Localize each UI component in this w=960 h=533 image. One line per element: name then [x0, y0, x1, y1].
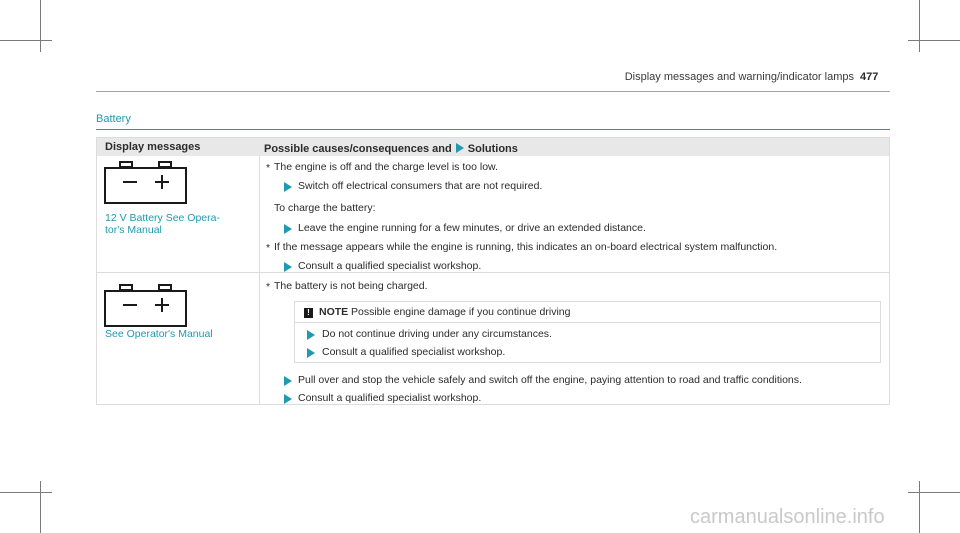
bullet-marker: * [266, 281, 271, 293]
note-step: Do not continue driving under any circumstances. [322, 328, 552, 340]
crop-mark [40, 0, 41, 52]
solution-step: Consult a qualified specialist workshop. [298, 392, 482, 404]
note-divider [295, 322, 880, 323]
page-number: 477 [860, 71, 879, 83]
column-divider [259, 156, 260, 404]
arrow-right-icon [456, 143, 464, 153]
arrow-right-icon [307, 330, 315, 340]
table-header [97, 138, 889, 156]
note-step: Consult a qualified specialist workshop. [322, 346, 506, 358]
arrow-right-icon [284, 262, 292, 272]
crop-mark [0, 492, 52, 493]
col-header-solutions: Solutions [467, 143, 518, 155]
col-header-display-messages: Display messages [105, 141, 201, 153]
crop-mark [908, 40, 960, 41]
section-rule [96, 129, 890, 130]
arrow-right-icon [284, 182, 292, 192]
col-header-causes: Possible causes/consequences and [264, 143, 452, 155]
solution-step: Pull over and stop the vehicle safely and switch off the engine, paying attention to road and traffic conditions. [298, 374, 802, 386]
note-label: NOTE [319, 306, 349, 318]
header-rule [96, 91, 890, 92]
arrow-right-icon [284, 224, 292, 234]
crop-mark [0, 40, 52, 41]
solution-step: Leave the engine running for a few minutes, or drive an extended distance. [298, 222, 646, 234]
arrow-right-icon [284, 376, 292, 386]
display-caption: See Operator's Manual [105, 328, 213, 340]
messages-table [96, 137, 890, 405]
watermark: carmanualsonline.info [690, 506, 885, 528]
cause-text: The engine is off and the charge level is too low. [274, 161, 498, 173]
bullet-marker: * [266, 242, 271, 254]
crop-mark [40, 481, 41, 533]
battery-icon [104, 161, 187, 204]
solution-step: Switch off electrical consumers that are not required. [298, 180, 543, 192]
cause-text: If the message appears while the engine is running, this indicates an on-board electrical system malfunction. [274, 241, 778, 253]
note-box [294, 301, 881, 363]
crop-mark [919, 481, 920, 533]
arrow-right-icon [284, 394, 292, 404]
display-caption: 12 V Battery See Opera- [105, 212, 220, 224]
col-header-causes-solutions [264, 143, 518, 155]
cause-text: The battery is not being charged. [274, 280, 428, 292]
section-title: Battery [96, 113, 131, 125]
running-title: Display messages and warning/indicator lamps [624, 71, 854, 83]
warning-icon: ! [304, 308, 313, 318]
row-divider [97, 272, 889, 273]
note-text: Possible engine damage if you continue driving [351, 306, 571, 318]
solution-step: Consult a qualified specialist workshop. [298, 260, 482, 272]
arrow-right-icon [307, 348, 315, 358]
crop-mark [919, 0, 920, 52]
crop-mark [908, 492, 960, 493]
intro-text: To charge the battery: [274, 202, 376, 214]
battery-icon [104, 284, 187, 327]
bullet-marker: * [266, 162, 271, 174]
display-caption: tor's Manual [105, 224, 162, 236]
